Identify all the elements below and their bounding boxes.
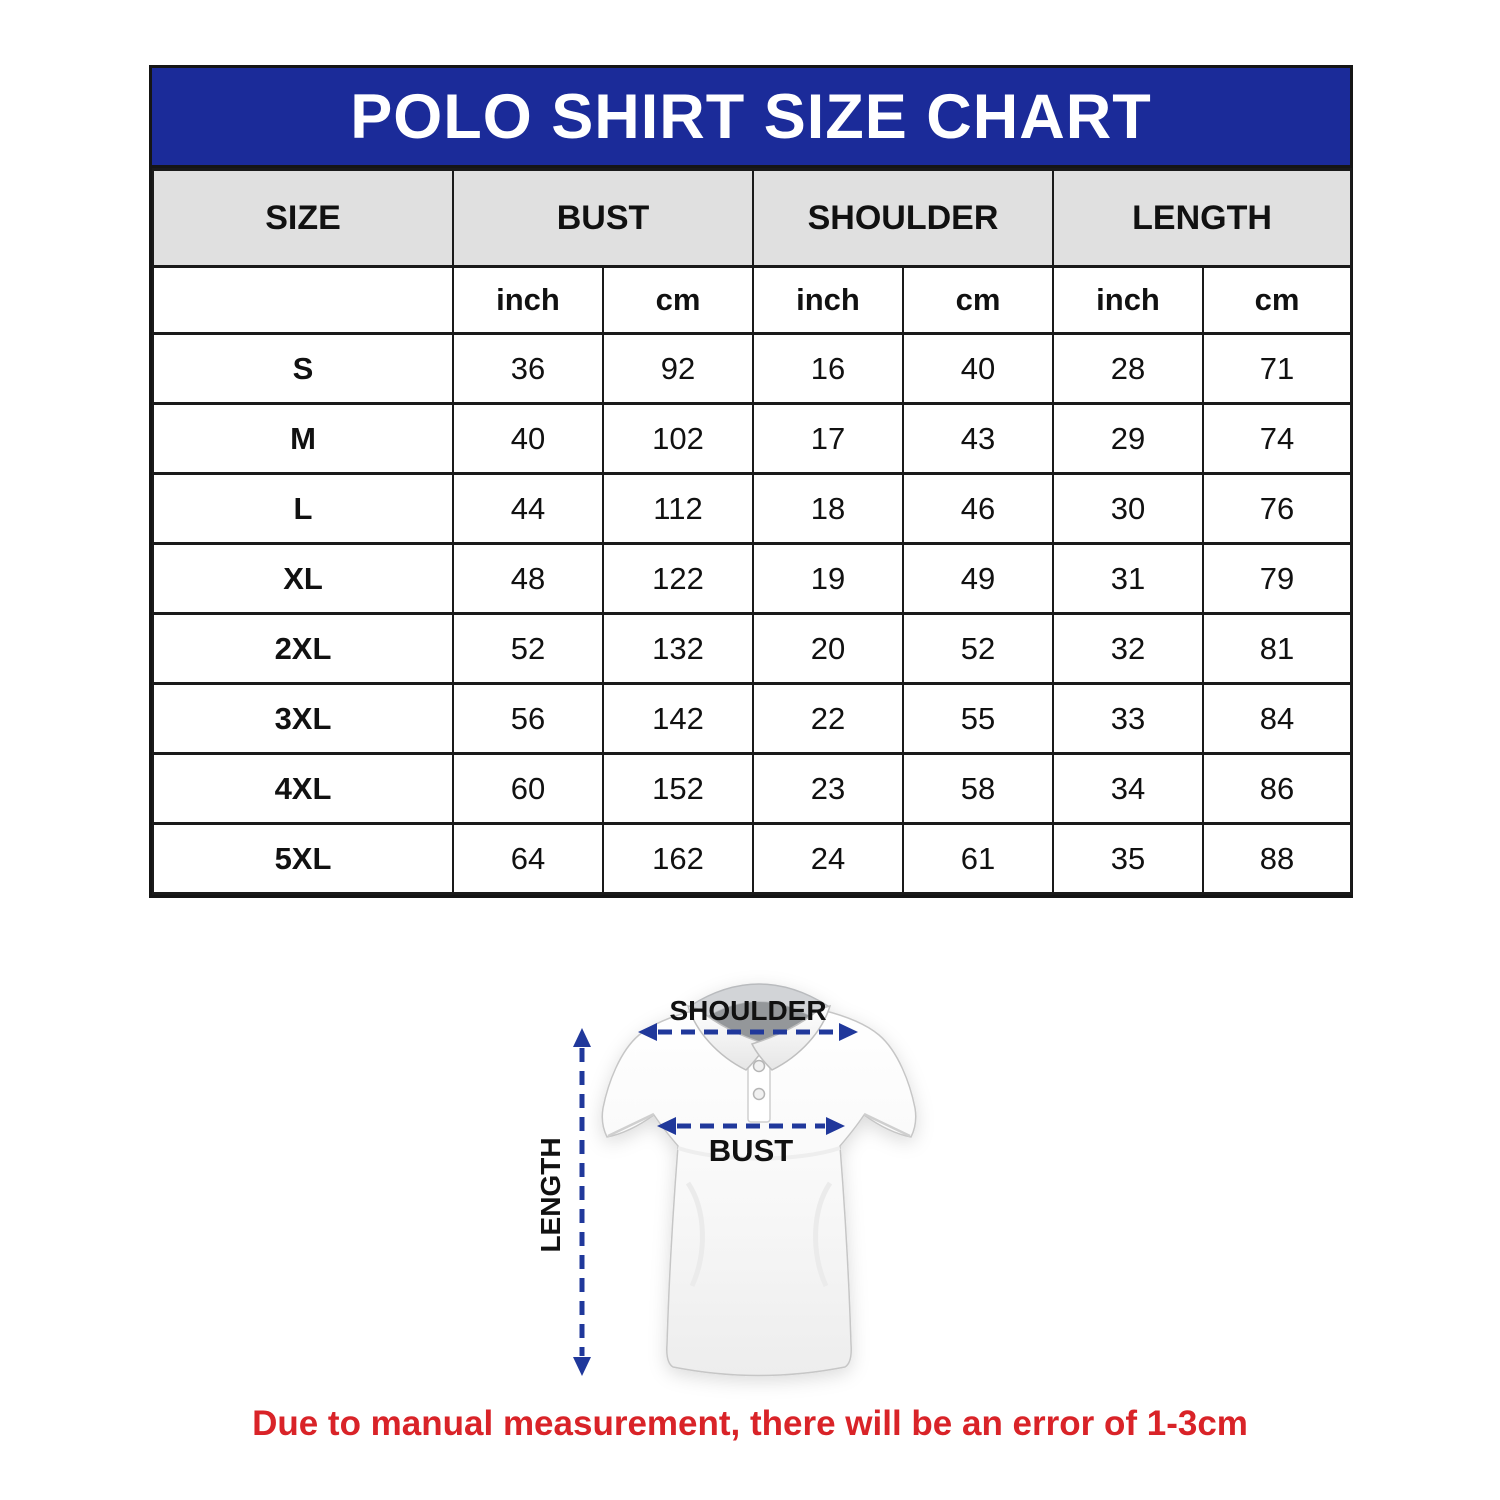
value-cell: 152 bbox=[603, 754, 753, 824]
value-cell: 86 bbox=[1203, 754, 1351, 824]
size-table bbox=[152, 168, 1352, 895]
value-cell: 88 bbox=[1203, 824, 1351, 894]
size-label: M bbox=[153, 404, 453, 474]
button bbox=[754, 1089, 765, 1100]
value-cell: 36 bbox=[453, 334, 603, 404]
size-label: 3XL bbox=[153, 684, 453, 754]
unit-shoulder-cm: cm bbox=[903, 267, 1053, 334]
title-banner bbox=[149, 65, 1353, 165]
page-title: POLO SHIRT SIZE CHART bbox=[350, 81, 1152, 152]
value-cell: 71 bbox=[1203, 334, 1351, 404]
value-cell: 102 bbox=[603, 404, 753, 474]
unit-bust-cm: cm bbox=[603, 267, 753, 334]
value-cell: 61 bbox=[903, 824, 1053, 894]
value-cell: 35 bbox=[1053, 824, 1203, 894]
value-cell: 40 bbox=[903, 334, 1053, 404]
size-label: 5XL bbox=[153, 824, 453, 894]
shoulder-label: SHOULDER bbox=[669, 995, 827, 1026]
table-row-5xl bbox=[153, 824, 1351, 894]
value-cell: 43 bbox=[903, 404, 1053, 474]
size-label: L bbox=[153, 474, 453, 544]
button bbox=[754, 1061, 765, 1072]
value-cell: 64 bbox=[453, 824, 603, 894]
table-row-xl bbox=[153, 544, 1351, 614]
value-cell: 31 bbox=[1053, 544, 1203, 614]
table-row-s bbox=[153, 334, 1351, 404]
value-cell: 56 bbox=[453, 684, 603, 754]
table-header-row bbox=[153, 170, 1351, 267]
value-cell: 18 bbox=[753, 474, 903, 544]
header-length: LENGTH bbox=[1053, 170, 1351, 267]
unit-shoulder-inch: inch bbox=[753, 267, 903, 334]
unit-length-cm: cm bbox=[1203, 267, 1351, 334]
length-label: LENGTH bbox=[535, 1137, 566, 1253]
value-cell: 22 bbox=[753, 684, 903, 754]
value-cell: 142 bbox=[603, 684, 753, 754]
value-cell: 58 bbox=[903, 754, 1053, 824]
value-cell: 112 bbox=[603, 474, 753, 544]
value-cell: 34 bbox=[1053, 754, 1203, 824]
table-row-m bbox=[153, 404, 1351, 474]
bust-label: BUST bbox=[708, 1133, 794, 1168]
value-cell: 23 bbox=[753, 754, 903, 824]
value-cell: 81 bbox=[1203, 614, 1351, 684]
value-cell: 52 bbox=[903, 614, 1053, 684]
value-cell: 74 bbox=[1203, 404, 1351, 474]
polo-shirt-body bbox=[602, 984, 916, 1376]
header-bust: BUST bbox=[453, 170, 753, 267]
size-label: XL bbox=[153, 544, 453, 614]
value-cell: 79 bbox=[1203, 544, 1351, 614]
value-cell: 55 bbox=[903, 684, 1053, 754]
value-cell: 33 bbox=[1053, 684, 1203, 754]
value-cell: 20 bbox=[753, 614, 903, 684]
header-size: SIZE bbox=[153, 170, 453, 267]
value-cell: 76 bbox=[1203, 474, 1351, 544]
value-cell: 122 bbox=[603, 544, 753, 614]
unit-length-inch: inch bbox=[1053, 267, 1203, 334]
value-cell: 52 bbox=[453, 614, 603, 684]
value-cell: 16 bbox=[753, 334, 903, 404]
value-cell: 162 bbox=[603, 824, 753, 894]
value-cell: 60 bbox=[453, 754, 603, 824]
size-table-wrapper bbox=[149, 165, 1353, 898]
value-cell: 40 bbox=[453, 404, 603, 474]
value-cell: 29 bbox=[1053, 404, 1203, 474]
size-label: S bbox=[153, 334, 453, 404]
value-cell: 49 bbox=[903, 544, 1053, 614]
value-cell: 17 bbox=[753, 404, 903, 474]
value-cell: 92 bbox=[603, 334, 753, 404]
unit-header-row bbox=[153, 267, 1351, 334]
value-cell: 48 bbox=[453, 544, 603, 614]
polo-shirt-illustration bbox=[520, 948, 1000, 1410]
value-cell: 32 bbox=[1053, 614, 1203, 684]
table-row-2xl bbox=[153, 614, 1351, 684]
table-row-3xl bbox=[153, 684, 1351, 754]
length-arrow bbox=[573, 1028, 591, 1376]
unit-bust-inch: inch bbox=[453, 267, 603, 334]
size-label: 2XL bbox=[153, 614, 453, 684]
value-cell: 28 bbox=[1053, 334, 1203, 404]
value-cell: 19 bbox=[753, 544, 903, 614]
value-cell: 24 bbox=[753, 824, 903, 894]
value-cell: 44 bbox=[453, 474, 603, 544]
value-cell: 84 bbox=[1203, 684, 1351, 754]
unit-spacer bbox=[153, 267, 453, 334]
header-shoulder: SHOULDER bbox=[753, 170, 1053, 267]
table-row-4xl bbox=[153, 754, 1351, 824]
measurement-disclaimer: Due to manual measurement, there will be an error of 1-3cm bbox=[252, 1404, 1248, 1443]
value-cell: 132 bbox=[603, 614, 753, 684]
table-row-l bbox=[153, 474, 1351, 544]
polo-shirt-diagram bbox=[520, 948, 1000, 1410]
value-cell: 46 bbox=[903, 474, 1053, 544]
value-cell: 30 bbox=[1053, 474, 1203, 544]
size-label: 4XL bbox=[153, 754, 453, 824]
